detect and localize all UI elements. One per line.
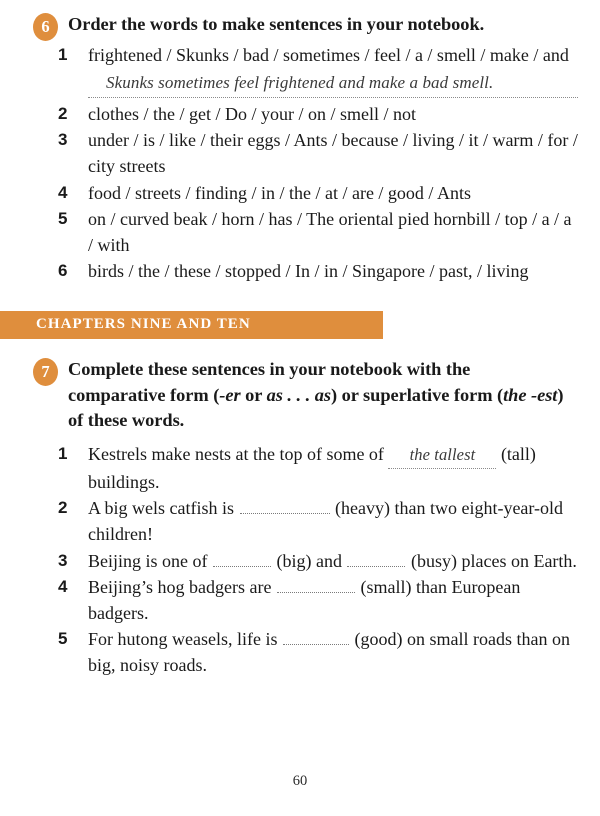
exercise-6-heading xyxy=(0,12,600,38)
answer-blank-filled[interactable] xyxy=(388,441,496,469)
item-text: on / curved beak / horn / has / The oriental pied hornbill / top / a / a / with xyxy=(88,208,572,255)
list-item xyxy=(0,180,600,206)
exercise-7-heading xyxy=(0,357,600,434)
list-item xyxy=(0,441,600,495)
item-number: 2 xyxy=(58,498,68,518)
title-emphasis: -er xyxy=(219,384,241,405)
section-header-chapters: CHAPTERS NINE AND TEN xyxy=(0,311,383,339)
item-text-before: Beijing’s hog badgers are xyxy=(88,576,272,597)
answer-text: the tallest xyxy=(409,444,476,464)
list-item xyxy=(0,495,600,547)
item-number: 2 xyxy=(58,103,68,123)
item-text-before: Beijing is one of xyxy=(88,550,208,571)
list-item xyxy=(0,101,600,127)
exercise-7-title xyxy=(68,359,563,430)
answer-blank[interactable] xyxy=(240,497,330,515)
answer-text: Skunks sometimes feel frightened and make a bad smell. xyxy=(106,72,494,92)
page-number: 60 xyxy=(292,773,308,789)
item-text-after: (tall) buildings. xyxy=(88,443,536,493)
item-number: 4 xyxy=(58,182,68,202)
item-text: birds / the / these / stopped / In / in / Singapore / past, / living xyxy=(88,261,529,282)
title-segment: ) or superlative form ( xyxy=(330,384,504,405)
item-text xyxy=(88,441,578,495)
item-number: 1 xyxy=(58,44,68,64)
item-number: 4 xyxy=(58,576,68,596)
item-text xyxy=(88,574,578,626)
item-text: under / is / like / their eggs / Ants / because / living / it / warm / for / city streets xyxy=(88,130,578,177)
item-number: 5 xyxy=(58,208,68,228)
answer-blank[interactable] xyxy=(213,549,271,567)
answer-line[interactable] xyxy=(88,69,578,98)
exercise-6 xyxy=(0,0,600,284)
answer-blank[interactable] xyxy=(283,628,349,646)
list-item xyxy=(0,206,600,258)
list-item xyxy=(0,626,600,678)
title-emphasis: the -est xyxy=(503,384,558,405)
answer-blank[interactable] xyxy=(277,575,355,593)
item-number: 6 xyxy=(58,261,68,281)
title-segment: Complete these sentences in your notebook with the comparative form ( xyxy=(68,359,471,405)
exercise-7 xyxy=(0,339,600,678)
item-number: 3 xyxy=(58,550,68,570)
item-text: food / streets / finding / in / the / at / are / good / Ants xyxy=(88,182,471,203)
list-item xyxy=(0,548,600,574)
title-segment: ) of these words. xyxy=(68,384,564,431)
list-item xyxy=(0,42,600,98)
list-item xyxy=(0,258,600,284)
item-text-before: A big wels catfish is xyxy=(88,498,234,519)
answer-blank[interactable] xyxy=(347,549,405,567)
exercise-6-title: Order the words to make sentences in your notebook. xyxy=(68,14,485,34)
item-text-after: (good) on small roads than on big, noisy roads. xyxy=(88,629,570,676)
exercise-number-badge: 7 xyxy=(33,358,58,386)
item-text-mid: (big) and xyxy=(276,550,342,571)
item-text-after: (small) than European badgers. xyxy=(88,576,521,624)
item-text xyxy=(88,495,578,547)
exercise-number-badge: 6 xyxy=(33,13,58,41)
item-text xyxy=(88,626,578,678)
exercise-7-item-list xyxy=(0,441,600,679)
item-number: 3 xyxy=(58,130,68,150)
title-segment: or xyxy=(240,384,267,405)
item-text: clothes / the / get / Do / your / on / smell / not xyxy=(88,103,416,124)
exercise-6-item-list xyxy=(0,42,600,285)
item-text-after: (busy) places on Earth. xyxy=(410,550,577,571)
list-item xyxy=(0,574,600,626)
item-text xyxy=(88,548,578,574)
title-emphasis: as . . . as xyxy=(266,384,331,405)
list-item xyxy=(0,127,600,179)
item-text-before: For hutong weasels, life is xyxy=(88,629,278,650)
item-text-before: Kestrels make nests at the top of some of xyxy=(88,443,384,464)
item-text: frightened / Skunks / bad / sometimes / feel / a / smell / make / and xyxy=(88,44,569,65)
item-number: 5 xyxy=(58,629,68,649)
item-number: 1 xyxy=(58,443,68,463)
item-text-after: (heavy) than two eight-year-old children! xyxy=(88,498,564,545)
